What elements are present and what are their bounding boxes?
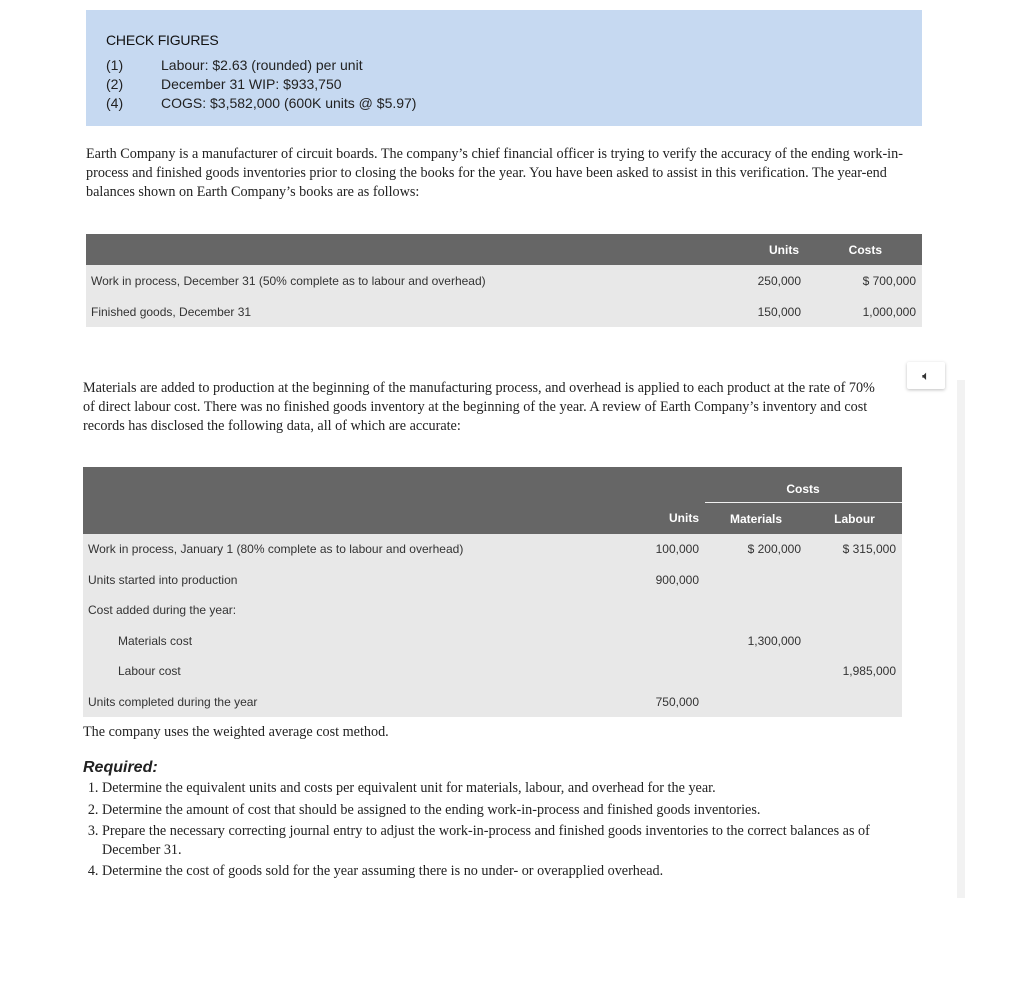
required-title: Required: <box>83 759 158 776</box>
row-label: Materials cost <box>83 626 640 657</box>
labour-cell <box>807 595 902 626</box>
labour-cell <box>807 687 902 718</box>
empty-header <box>640 467 705 503</box>
check-figures-title: CHECK FIGURES <box>106 32 219 48</box>
table-row <box>83 534 902 565</box>
units-cell <box>640 656 705 687</box>
table-row <box>83 565 902 596</box>
required-section <box>83 759 913 884</box>
table-subheader-row <box>83 503 902 535</box>
row-label: Units completed during the year <box>83 687 640 718</box>
production-data-table <box>83 467 902 717</box>
row-label: Finished goods, December 31 <box>86 296 718 327</box>
check-figure-number: (1) <box>106 57 124 73</box>
labour-header: Labour <box>807 503 902 535</box>
row-label: Units started into production <box>83 565 640 596</box>
table-row <box>86 265 922 296</box>
materials-cell <box>705 687 807 718</box>
check-figure-item <box>106 94 922 113</box>
required-list <box>83 779 913 881</box>
table-row <box>86 296 922 327</box>
table-row <box>83 626 902 657</box>
units-header: Units <box>640 503 705 535</box>
costs-cell: 1,000,000 <box>819 296 922 327</box>
list-item: 1. Determine the equivalent units and costs per equivalent unit for materials, labour, and overhead for the year. <box>102 779 913 798</box>
materials-cell <box>705 565 807 596</box>
costs-header: Costs <box>819 234 922 265</box>
empty-header <box>83 467 640 503</box>
materials-paragraph: Materials are added to production at the beginning of the manufacturing process, and overhead is applied to each product at the rate of 70% of direct labour cost. There was no finished goods inventory at the beginning of the year. A review of Earth Company’s inventory and cost records has disclosed the following data, all of which are accurate: <box>83 380 875 434</box>
materials-cell: 1,300,000 <box>705 626 807 657</box>
table-row <box>83 687 902 718</box>
check-figure-number: (2) <box>106 76 124 92</box>
check-figures-box <box>86 10 922 126</box>
units-cell <box>640 626 705 657</box>
materials-header: Materials <box>705 503 807 535</box>
check-figure-item <box>106 75 922 94</box>
units-cell <box>640 595 705 626</box>
speaker-icon[interactable]: 🔈︎ <box>907 362 945 389</box>
check-figure-number: (4) <box>106 95 124 111</box>
materials-cell: $ 200,000 <box>705 534 807 565</box>
materials-cell <box>705 656 807 687</box>
units-cell: 750,000 <box>640 687 705 718</box>
row-label: Work in process, January 1 (80% complete as to labour and overhead) <box>83 534 640 565</box>
check-figure-text: Labour: $2.63 (rounded) per unit <box>161 57 363 73</box>
materials-cell <box>705 595 807 626</box>
costs-group-header: Costs <box>705 467 902 503</box>
method-paragraph: The company uses the weighted average cost method. <box>83 724 389 740</box>
row-label: Cost added during the year: <box>83 595 640 626</box>
intro-paragraph: Earth Company is a manufacturer of circuit boards. The company’s chief financial officer is trying to verify the accuracy of the ending work-in-process and finished goods inventories prior to closing the books for the year. You have been asked to assist in this verification. The year-end balances shown on Earth Company’s books are as follows: <box>86 146 903 200</box>
units-cell: 100,000 <box>640 534 705 565</box>
check-figure-item <box>106 56 922 75</box>
row-label: Work in process, December 31 (50% complete as to labour and overhead) <box>86 265 718 296</box>
labour-cell <box>807 565 902 596</box>
labour-cell: 1,985,000 <box>807 656 902 687</box>
table-row <box>83 595 902 626</box>
year-end-balances-table <box>86 234 922 327</box>
labour-cell <box>807 626 902 657</box>
costs-cell: $ 700,000 <box>819 265 922 296</box>
table-row <box>83 656 902 687</box>
empty-header <box>86 234 718 265</box>
units-header: Units <box>718 234 819 265</box>
units-cell: 250,000 <box>718 265 819 296</box>
units-cell: 150,000 <box>718 296 819 327</box>
list-item: 2. Determine the amount of cost that should be assigned to the ending work-in-process and finished goods inventories. <box>102 801 913 820</box>
row-label: Labour cost <box>83 656 640 687</box>
table-header-row <box>83 467 902 503</box>
check-figure-text: COGS: $3,582,000 (600K units @ $5.97) <box>161 95 417 111</box>
list-item: 4. Determine the cost of goods sold for the year assuming there is no under- or overapplied overhead. <box>102 862 913 881</box>
labour-cell: $ 315,000 <box>807 534 902 565</box>
empty-header <box>83 503 640 535</box>
side-rule <box>957 380 965 898</box>
check-figure-text: December 31 WIP: $933,750 <box>161 76 342 92</box>
list-item: 3. Prepare the necessary correcting journal entry to adjust the work-in-process and finished goods inventories to the correct balances as of December 31. <box>102 822 913 859</box>
units-cell: 900,000 <box>640 565 705 596</box>
table-header-row <box>86 234 922 265</box>
